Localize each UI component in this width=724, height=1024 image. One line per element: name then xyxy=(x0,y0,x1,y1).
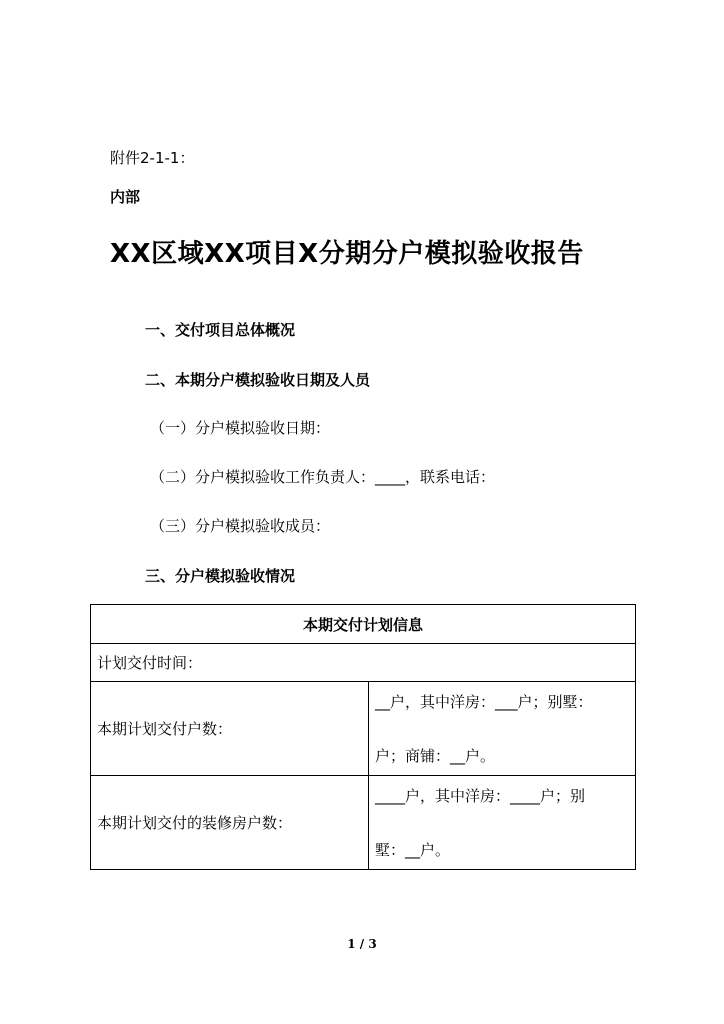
delivery-plan-table xyxy=(90,604,636,870)
table-heading: 本期交付计划信息 xyxy=(91,605,636,644)
decorated-households-value-line2: 墅：__户。 xyxy=(375,840,451,859)
report-title: XX区域XX项目X分期分户模拟验收报告 xyxy=(110,239,584,269)
planned-households-value-line1: __户，其中洋房：___户；别墅： xyxy=(375,692,593,711)
decorated-households-value-line1: ____户，其中洋房：____户；别 xyxy=(375,786,586,805)
planned-households-value-line2: 户；商铺：__户。 xyxy=(375,746,496,765)
table-row xyxy=(91,644,636,682)
subsection-responsible-person: （二）分户模拟验收工作负责人：____，联系电话： xyxy=(150,468,496,486)
planned-households-value xyxy=(369,682,636,776)
section-heading-inspection-status: 三、分户模拟验收情况 xyxy=(145,567,296,585)
table-row xyxy=(91,682,636,776)
subsection-members: （三）分户模拟验收成员： xyxy=(150,517,331,535)
subsection-inspection-date: （一）分户模拟验收日期： xyxy=(150,419,331,437)
page-number: 1 / 3 xyxy=(347,937,377,951)
section-heading-overview: 一、交付项目总体概况 xyxy=(145,321,296,339)
planned-delivery-time-label: 计划交付时间： xyxy=(91,644,636,682)
decorated-households-value xyxy=(369,776,636,870)
decorated-households-label: 本期计划交付的装修房户数： xyxy=(91,776,369,870)
internal-label: 内部 xyxy=(110,188,141,206)
table-header-row xyxy=(91,605,636,644)
planned-households-label: 本期计划交付户数： xyxy=(91,682,369,776)
table-row xyxy=(91,776,636,870)
section-heading-date-personnel: 二、本期分户模拟验收日期及人员 xyxy=(145,371,371,389)
attachment-label: 附件2-1-1： xyxy=(110,149,195,167)
